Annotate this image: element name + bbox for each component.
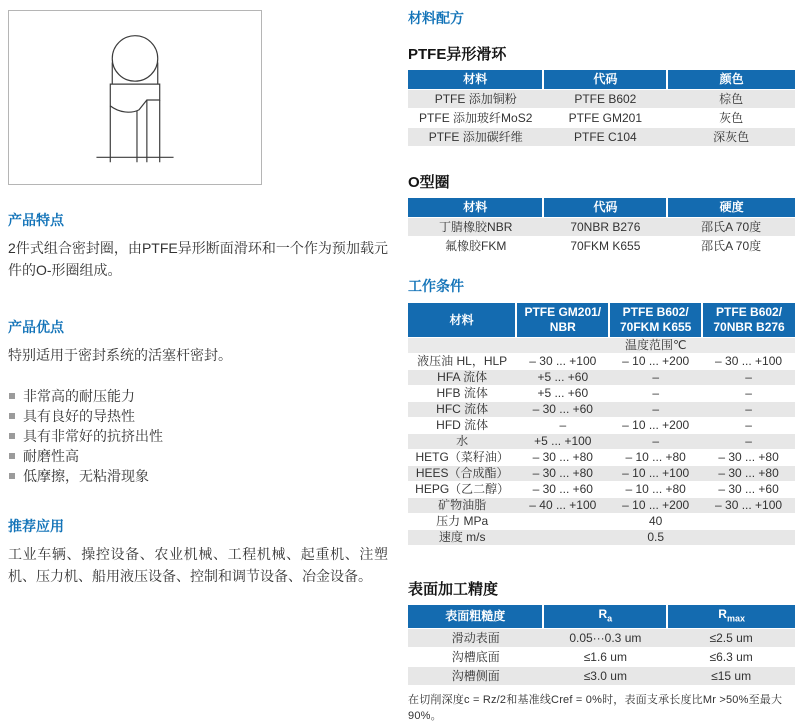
table-cell: – 10 ... +80	[609, 450, 702, 466]
table-row	[408, 498, 795, 514]
column-header: PTFE B602/ 70NBR B276	[702, 303, 795, 338]
table-row	[408, 514, 795, 530]
table-cell: +5 ... +60	[516, 370, 609, 386]
applications-title: 推荐应用	[8, 518, 64, 534]
table-cell: +5 ... +60	[516, 386, 609, 402]
table-cell: 灰色	[667, 109, 795, 128]
table-cell: – 30 ... +60	[516, 402, 609, 418]
table-row	[408, 648, 795, 667]
table-cell: –	[702, 402, 795, 418]
table-row	[408, 218, 795, 237]
table-cell: HFA 流体	[408, 370, 516, 386]
table-row	[408, 434, 795, 450]
table-cell: –	[702, 418, 795, 434]
column-header: 颜色	[667, 70, 795, 90]
column-header: 材料	[408, 70, 543, 90]
table-cell: 0.5	[516, 530, 795, 546]
advantages-list	[8, 386, 388, 486]
surface-finish-footnote: 在切削深度c = Rz/2和基准线Cref = 0%时，表面支承长度比Mr >50%至最大90%。	[408, 694, 783, 723]
table-cell: 70FKM K655	[543, 237, 667, 256]
table-cell: 水	[408, 434, 516, 450]
table-cell: –	[609, 370, 702, 386]
table-row	[408, 354, 795, 370]
column-header: 材料	[408, 303, 516, 338]
table-cell: – 30 ... +60	[702, 482, 795, 498]
table-header-row	[408, 70, 795, 90]
table-row	[408, 237, 795, 256]
table-cell: HFC 流体	[408, 402, 516, 418]
oring-subtitle: O型圈	[408, 174, 450, 191]
column-header: $R_{max}$	[667, 605, 795, 629]
table-cell: – 30 ... +80	[702, 466, 795, 482]
table-cell: 70NBR B276	[543, 218, 667, 237]
table-cell: 棕色	[667, 90, 795, 109]
advantage-item: 低摩擦，无粘滑现象	[8, 466, 388, 486]
table-row	[408, 450, 795, 466]
surface-finish-table	[408, 605, 795, 685]
table-cell: 液压油 HL，HLP	[408, 354, 516, 370]
table-cell: 0.05···0.3 um	[543, 629, 667, 648]
working-conditions-table	[408, 303, 795, 545]
bullet-square-icon	[9, 433, 15, 439]
applications-body: 工业车辆、操控设备、农业机械、工程机械、起重机、注塑机、压力机、船用液压设备、控制和调节设备、冶金设备。	[8, 546, 388, 584]
column-header: $R_a$	[543, 605, 667, 629]
table-cell: – 10 ... +200	[609, 418, 702, 434]
section-recommended-applications	[8, 516, 388, 587]
table-header-row	[408, 198, 795, 218]
table-cell: –	[609, 434, 702, 450]
table-cell: 丁腈橡胶NBR	[408, 218, 543, 237]
table-row	[408, 109, 795, 128]
table-cell: – 30 ... +100	[702, 354, 795, 370]
o-ring-circle	[112, 36, 157, 81]
table-cell: – 30 ... +100	[516, 354, 609, 370]
table-cell: 压力 MPa	[408, 514, 516, 530]
table-row	[408, 370, 795, 386]
table-cell: HEES（合成酯）	[408, 466, 516, 482]
table-cell: – 30 ... +60	[516, 482, 609, 498]
table-row	[408, 482, 795, 498]
column-header: 表面粗糙度	[408, 605, 543, 629]
table-row	[408, 386, 795, 402]
ptfe-slide-ring-table	[408, 70, 795, 146]
table-cell: PTFE GM201	[543, 109, 667, 128]
section-product-advantages	[8, 317, 388, 486]
table-cell: – 30 ... +100	[702, 498, 795, 514]
o-ring-table	[408, 198, 795, 255]
table-row	[408, 90, 795, 109]
table-cell: 邵氏A 70度	[667, 218, 795, 237]
table-cell: – 30 ... +80	[516, 466, 609, 482]
table-cell: ≤15 um	[667, 667, 795, 686]
table-cell: ≤2.5 um	[667, 629, 795, 648]
table-cell: – 10 ... +100	[609, 466, 702, 482]
table-cell: –	[609, 386, 702, 402]
table-cell: – 10 ... +80	[609, 482, 702, 498]
advantages-body: 特别适用于密封系统的活塞杆密封。	[8, 347, 232, 363]
table-cell: PTFE C104	[543, 128, 667, 147]
section-product-features	[8, 210, 388, 281]
seal-diagram-drawing	[9, 11, 261, 184]
table-row	[408, 667, 795, 686]
ptfe-ring-subtitle: PTFE异形滑环	[408, 46, 507, 63]
table-cell	[408, 338, 516, 354]
column-header: 硬度	[667, 198, 795, 218]
column-header: 代码	[543, 70, 667, 90]
table-cell: PTFE 添加玻纤MoS2	[408, 109, 543, 128]
table-cell: 速度 m/s	[408, 530, 516, 546]
table-cell: 氟橡胶FKM	[408, 237, 543, 256]
table-cell: –	[609, 402, 702, 418]
table-cell: HETG（菜籽油）	[408, 450, 516, 466]
bullet-square-icon	[9, 413, 15, 419]
table-cell: – 30 ... +80	[702, 450, 795, 466]
temperature-range-subheader-row	[408, 338, 795, 354]
features-body: 2件式组合密封圈，由PTFE异形断面滑环和一个作为预加载元件的O-形圈组成。	[8, 240, 388, 278]
column-header: 代码	[543, 198, 667, 218]
table-cell: –	[702, 370, 795, 386]
column-header: PTFE B602/ 70FKM K655	[609, 303, 702, 338]
table-cell: –	[516, 418, 609, 434]
table-cell: ≤6.3 um	[667, 648, 795, 667]
table-cell: 邵氏A 70度	[667, 237, 795, 256]
table-cell: – 40 ... +100	[516, 498, 609, 514]
bullet-square-icon	[9, 473, 15, 479]
table-cell: 沟槽侧面	[408, 667, 543, 686]
table-row	[408, 128, 795, 147]
table-cell: ≤3.0 um	[543, 667, 667, 686]
table-header-row	[408, 303, 795, 338]
table-cell: – 10 ... +200	[609, 498, 702, 514]
left-column	[8, 10, 388, 587]
bullet-square-icon	[9, 393, 15, 399]
table-cell: +5 ... +100	[516, 434, 609, 450]
table-cell: ≤1.6 um	[543, 648, 667, 667]
column-header: 材料	[408, 198, 543, 218]
surface-finish-subtitle: 表面加工精度	[408, 581, 499, 598]
table-row	[408, 530, 795, 546]
table-cell: PTFE 添加碳纤维	[408, 128, 543, 147]
table-cell: PTFE 添加铜粉	[408, 90, 543, 109]
table-row	[408, 466, 795, 482]
table-cell: 矿物油脂	[408, 498, 516, 514]
table-cell: – 30 ... +80	[516, 450, 609, 466]
right-column	[408, 8, 795, 723]
advantage-item: 具有良好的导热性	[8, 406, 388, 426]
table-cell: HFD 流体	[408, 418, 516, 434]
table-cell: HFB 流体	[408, 386, 516, 402]
advantage-item: 耐磨性高	[8, 446, 388, 466]
working-conditions-title: 工作条件	[408, 278, 464, 294]
table-cell: PTFE B602	[543, 90, 667, 109]
table-cell: 滑动表面	[408, 629, 543, 648]
bullet-square-icon	[9, 453, 15, 459]
table-cell: –	[702, 434, 795, 450]
seal-cross-section-diagram	[8, 10, 262, 185]
features-title: 产品特点	[8, 212, 64, 228]
table-cell: 沟槽底面	[408, 648, 543, 667]
table-cell: – 10 ... +200	[609, 354, 702, 370]
table-cell: 40	[516, 514, 795, 530]
advantage-item: 非常高的耐压能力	[8, 386, 388, 406]
table-row	[408, 418, 795, 434]
table-cell: HEPG（乙二醇）	[408, 482, 516, 498]
material-formula-title: 材料配方	[408, 10, 464, 26]
table-header-row	[408, 605, 795, 629]
table-row	[408, 402, 795, 418]
temperature-range-label: 温度范围℃	[516, 338, 795, 354]
column-header: PTFE GM201/ NBR	[516, 303, 609, 338]
table-cell: 深灰色	[667, 128, 795, 147]
advantages-title: 产品优点	[8, 319, 64, 335]
advantage-item: 具有非常好的抗挤出性	[8, 426, 388, 446]
table-cell: –	[702, 386, 795, 402]
table-row	[408, 629, 795, 648]
